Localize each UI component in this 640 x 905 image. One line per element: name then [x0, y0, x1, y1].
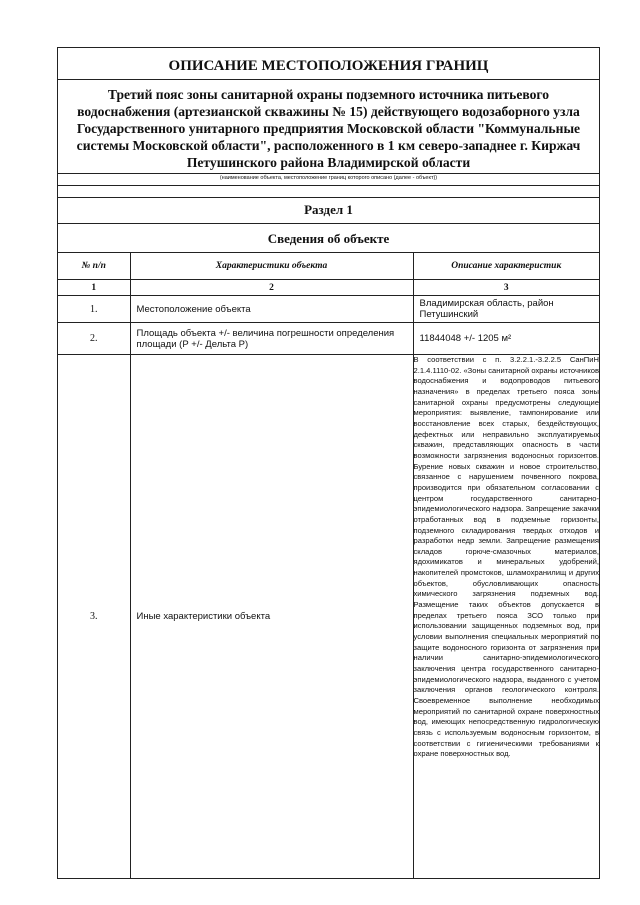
section-subtitle: Сведения об объекте [58, 224, 599, 253]
row-description: Владимирская область, район Петушинский [413, 296, 599, 323]
section-title: Раздел 1 [58, 198, 599, 224]
document-frame [57, 47, 600, 879]
row-description: 11844048 +/- 1205 м² [413, 323, 599, 355]
row-characteristic: Площадь объекта +/- величина погрешности определения площади (Р +/- Дельта Р) [130, 323, 413, 355]
header-number: № п/п [58, 253, 130, 280]
row-number: 2. [58, 323, 130, 355]
object-info-table [58, 253, 599, 878]
header-characteristic: Характеристики объекта [130, 253, 413, 280]
row-description: В соответствии с п. 3.2.2.1.-3.2.2.5 СанПиН 2.1.4.1110-02. «Зоны санитарной охраны источников водоснабжения и водопроводов питьевого назначения» в пределах третьего пояса зоны санитарной охраны предусмотрены следующие мероприятия: выявление, тампонирование или восстановление всех старых, бездействующих, дефектных или неправильно эксплуатируемых скважин, представляющих опасность в части возможности загрязнения водоносных горизонтов. Бурение новых скважин и новое строительство, связанное с нарушением почвенного покрова, производится при обязательном согласовании с центром государственного санитарно-эпидемиологического надзора. Запрещение закачки отработанных вод в подземные горизонты, подземного складирования твердых отходов и разработки недр земли. Запрещение размещения складов горюче-смазочных материалов, ядохимикатов и минеральных удобрений, накопителей промстоков, шламохранилищ и других объектов, обусловливающих опасность химического загрязнения подземных вод. Размещение таких объектов допускается в пределах третьего пояса ЗСО только при использовании защищенных подземных вод, при условии выполнения специальных мероприятий по защите водоносного горизонта от загрязнения при наличии санитарно-эпидемиологического заключения центра государственного санитарно-эпидемиологического надзора, выданного с учетом заключения органов геологического контроля. Своевременное выполнение необходимых мероприятий по санитарной охране поверхностных вод, имеющих непосредственную гидрологическую связь с используемым водоносным горизонтом, в соответствии с гигиеническими требованиями к охране поверхностных вод. [413, 355, 599, 879]
document-title: ОПИСАНИЕ МЕСТОПОЛОЖЕНИЯ ГРАНИЦ [58, 48, 599, 80]
column-number: 2 [130, 280, 413, 296]
row-characteristic: Иные характеристики объекта [130, 355, 413, 879]
table-row [58, 296, 599, 323]
object-name-caption: (наименование объекта, местоположение границ которого описано (далее - объект)) [58, 173, 599, 186]
table-header-row [58, 253, 599, 280]
object-name: Третий пояс зоны санитарной охраны подземного источника питьевого водоснабжения (артезианской скважины № 15) действующего водозаборного узла Государственного унитарного предприятия Московской области "Коммунальные системы Московской области", расположенного в 1 км северо-западнее г. Киржач Петушинского района Владимирской области [76, 87, 581, 170]
row-number: 3. [58, 355, 130, 879]
column-number: 1 [58, 280, 130, 296]
table-row [58, 355, 599, 879]
header-description: Описание характеристик [413, 253, 599, 280]
row-number: 1. [58, 296, 130, 323]
column-number-row [58, 280, 599, 296]
column-number: 3 [413, 280, 599, 296]
row-characteristic: Местоположение объекта [130, 296, 413, 323]
table-row [58, 323, 599, 355]
blank-row [58, 186, 599, 198]
